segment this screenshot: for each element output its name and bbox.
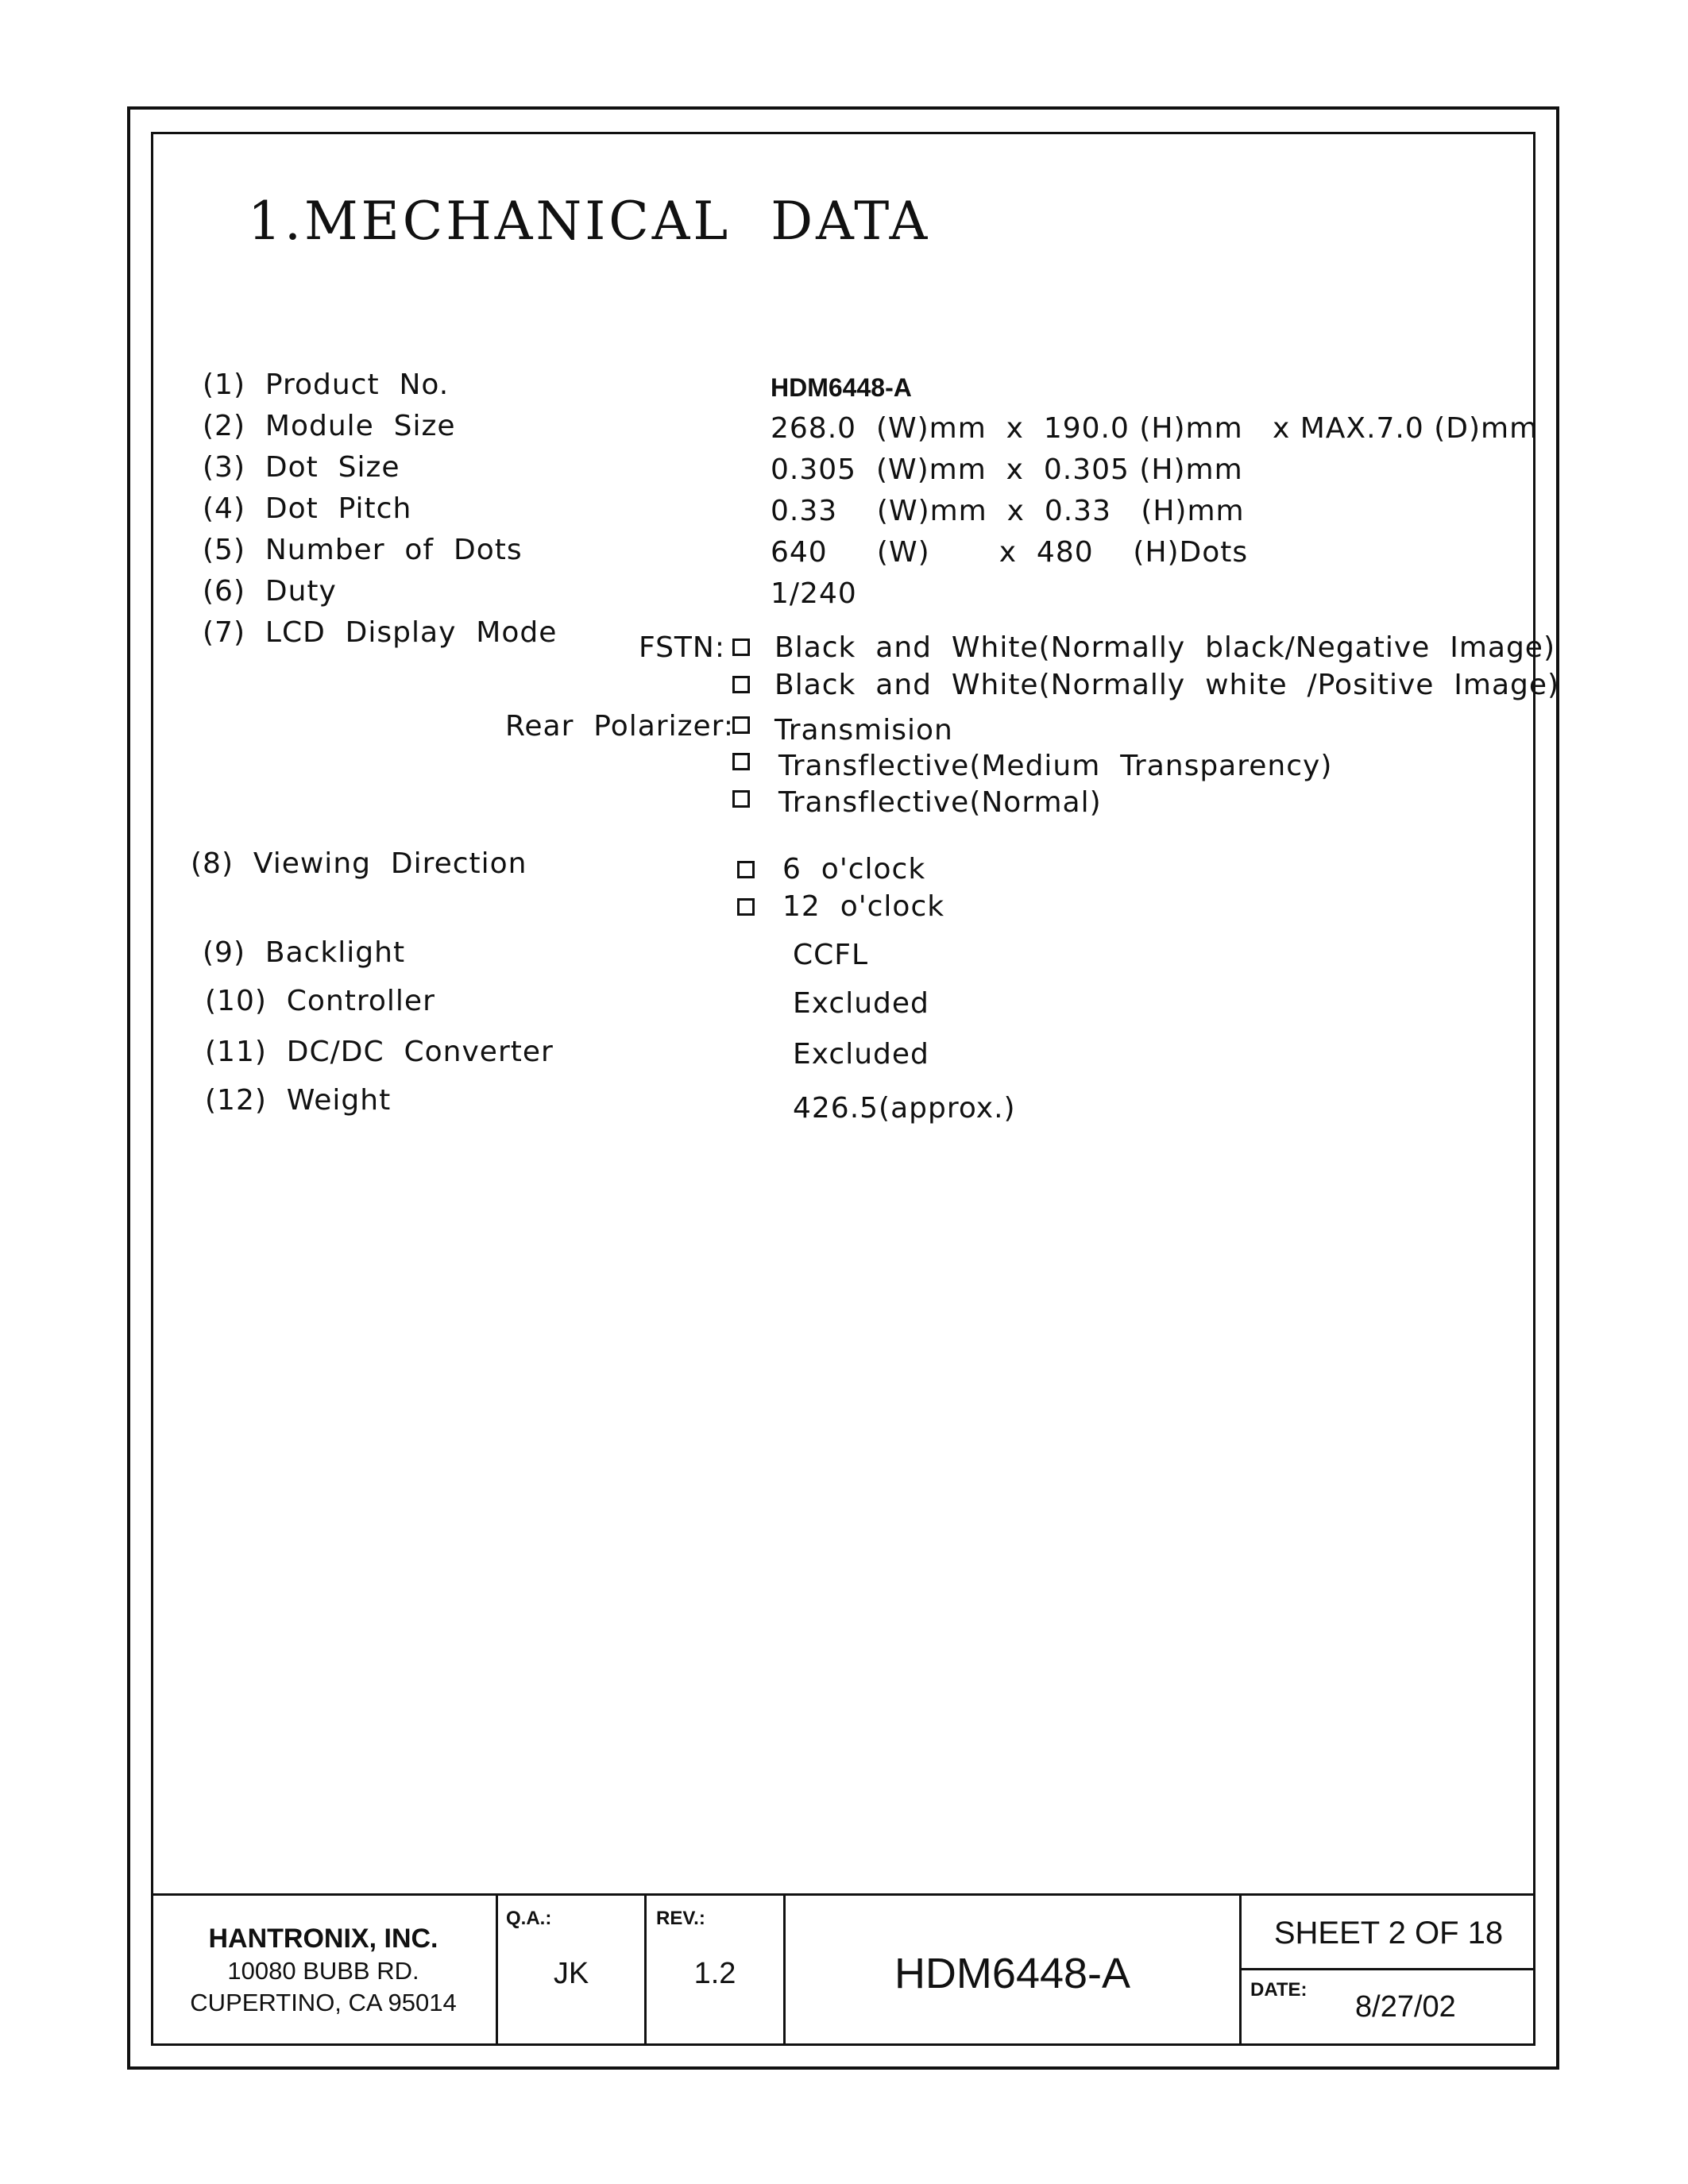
- company-address-line1: 10080 BUBB RD.: [227, 1957, 419, 1985]
- company-address-line2: CUPERTINO, CA 95014: [190, 1989, 457, 2016]
- rev-label: REV.:: [656, 1908, 705, 1929]
- fstn-label: FSTN:: [639, 631, 725, 664]
- sheet-number: SHEET 2 OF 18: [1273, 1916, 1504, 1951]
- spec-label-weight: (12) Weight: [205, 1084, 392, 1117]
- checkbox-view-12-oclock[interactable]: [737, 898, 755, 916]
- spec-label-controller: (10) Controller: [205, 985, 435, 1017]
- polarizer-option-transmision: Transmision: [774, 714, 953, 747]
- date-value: 8/27/02: [1355, 1990, 1456, 2024]
- spec-value-module-size: 268.0 (W)mm x 190.0 (H)mm x MAX.7.0 (D)mm: [771, 412, 1539, 445]
- spec-value-dot-size: 0.305 (W)mm x 0.305 (H)mm: [771, 453, 1243, 486]
- title-block: [151, 1893, 1535, 2046]
- checkbox-fstn-negative[interactable]: [732, 639, 750, 656]
- spec-value-duty: 1/240: [771, 577, 857, 610]
- spec-value-weight: 426.5(approx.): [793, 1092, 1016, 1125]
- company-name: HANTRONIX, INC.: [208, 1924, 438, 1954]
- rear-polarizer-label: Rear Polarizer:: [505, 710, 734, 743]
- polarizer-option-transflective-medium: Transflective(Medium Transparency): [778, 750, 1333, 782]
- spec-value-backlight: CCFL: [793, 939, 869, 971]
- part-number: HDM6448-A: [894, 1950, 1131, 1997]
- rev-value: 1.2: [693, 1957, 736, 1990]
- spec-label-lcd-display-mode: (7) LCD Display Mode: [203, 616, 558, 649]
- spec-value-controller: Excluded: [793, 987, 929, 1020]
- spec-label-dot-pitch: (4) Dot Pitch: [203, 492, 412, 525]
- spec-label-module-size: (2) Module Size: [203, 410, 456, 442]
- checkbox-view-6-oclock[interactable]: [737, 861, 755, 878]
- spec-label-backlight: (9) Backlight: [203, 936, 406, 969]
- checkbox-polarizer-transmision[interactable]: [732, 716, 750, 734]
- spec-label-dot-size: (3) Dot Size: [203, 451, 400, 484]
- fstn-option-negative: Black and White(Normally black/Negative Image): [774, 631, 1555, 664]
- spec-value-dcdc-converter: Excluded: [793, 1038, 929, 1071]
- spec-label-number-of-dots: (5) Number of Dots: [203, 534, 523, 566]
- spec-value-number-of-dots: 640 (W) x 480 (H)Dots: [771, 536, 1249, 569]
- checkbox-polarizer-transflective-normal[interactable]: [732, 790, 750, 808]
- polarizer-option-transflective-normal: Transflective(Normal): [778, 786, 1102, 819]
- date-label: DATE:: [1250, 1979, 1308, 2001]
- page-title: 1.MECHANICAL DATA: [248, 191, 931, 252]
- spec-label-duty: (6) Duty: [203, 575, 337, 608]
- spec-value-product-no: HDM6448-A: [771, 373, 912, 402]
- checkbox-fstn-positive[interactable]: [732, 676, 750, 693]
- spec-label-viewing-direction: (8) Viewing Direction: [191, 847, 527, 880]
- viewing-option-6-oclock: 6 o'clock: [782, 853, 926, 886]
- title-block-top-border: [151, 1893, 1535, 1896]
- qa-value: JK: [553, 1957, 589, 1990]
- fstn-option-positive: Black and White(Normally white /Positive Image): [774, 669, 1560, 701]
- checkbox-polarizer-transflective-medium[interactable]: [732, 753, 750, 770]
- viewing-option-12-oclock: 12 o'clock: [782, 890, 945, 923]
- qa-label: Q.A.:: [506, 1908, 552, 1929]
- divider: [1239, 1968, 1535, 1970]
- spec-label-product-no: (1) Product No.: [203, 369, 450, 401]
- spec-label-dcdc-converter: (11) DC/DC Converter: [205, 1036, 554, 1068]
- spec-value-dot-pitch: 0.33 (W)mm x 0.33 (H)mm: [771, 495, 1245, 527]
